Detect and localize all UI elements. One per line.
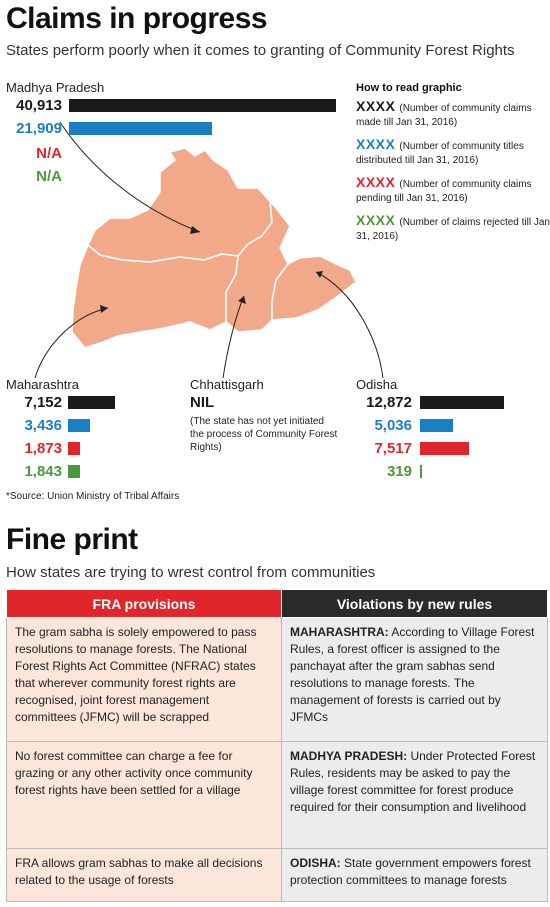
state-name-odisha: Odisha: [356, 377, 398, 392]
legend-item-titles-distributed: [356, 137, 550, 168]
legend-item-claims-pending: [356, 175, 550, 206]
legend-text-claims-made: (Number of community claims made till Jan 31, 2016): [356, 103, 532, 128]
mh-value-claims-rejected: 1,843: [24, 463, 62, 480]
violation-state: MAHARASHTRA:: [290, 625, 389, 639]
fine-print-title: Fine print: [6, 523, 138, 556]
mh-bar-titles-distributed: [68, 419, 90, 432]
mp-value-claims-made: 40,913: [16, 97, 62, 114]
mp-value-claims-rejected: N/A: [36, 168, 62, 185]
legend-marker-titles-distributed: XXXX: [356, 136, 396, 152]
legend-marker-claims-pending: XXXX: [356, 174, 396, 190]
source-note: *Source: Union Ministry of Tribal Affairs: [6, 491, 180, 502]
mh-bar-claims-made: [68, 396, 115, 409]
violation-text: Under Protected Forest Rules, residents may be asked to pay the village forest committee for forest produce required for their consumption and livelihood: [290, 749, 536, 814]
fine-print-subtitle: How states are trying to wrest control from communities: [6, 564, 376, 581]
provision-cell: No forest committee can charge a fee for grazing or any other activity once community forest rights have been settled for a village: [7, 742, 282, 849]
od-bar-claims-made: [420, 396, 504, 409]
mh-bar-claims-rejected: [68, 465, 80, 478]
provision-cell: The gram sabha is solely empowered to pass resolutions to manage forests. The National Forest Rights Act Committee (NFRAC) states that wherever community forest rights are recognised, joint forest management committees (JFMC) will be scrapped: [7, 618, 282, 742]
mh-value-titles-distributed: 3,436: [24, 417, 62, 434]
legend-marker-claims-made: XXXX: [356, 98, 396, 114]
legend-item-claims-rejected: [356, 213, 550, 244]
col-header-fra-provisions: FRA provisions: [7, 590, 282, 618]
violation-cell: [282, 849, 548, 902]
fine-print-table: [6, 589, 548, 902]
violation-state: ODISHA:: [290, 856, 341, 870]
state-name-madhya-pradesh: Madhya Pradesh: [6, 80, 105, 95]
mp-value-claims-pending: N/A: [36, 145, 62, 162]
violation-cell: [282, 742, 548, 849]
mp-value-titles-distributed: 21,909: [16, 120, 62, 137]
violation-cell: [282, 618, 548, 742]
maharashtra-shape: [72, 245, 238, 348]
od-bar-claims-rejected: [420, 465, 422, 478]
table-row: [7, 742, 548, 849]
col-header-violations: Violations by new rules: [282, 590, 548, 618]
violation-text: According to Village Forest Rules, a forest officer is assigned to the panchayat after the gram sabhas send resolutions to manage forests. The management of forests is carried out by JFMCs: [290, 625, 535, 724]
madhya-pradesh-shape: [88, 148, 272, 262]
mp-bar-titles-distributed: [69, 122, 212, 135]
provision-cell: FRA allows gram sabhas to make all decisions related to the usage of forests: [7, 849, 282, 902]
legend-item-claims-made: [356, 99, 550, 130]
ch-value-nil: NIL: [190, 394, 215, 411]
od-bar-claims-pending: [420, 442, 469, 455]
state-name-maharashtra: Maharashtra: [6, 377, 79, 392]
od-value-titles-distributed: 5,036: [374, 417, 412, 434]
page-title: Claims in progress: [6, 2, 268, 35]
mh-bar-claims-pending: [68, 442, 80, 455]
state-name-chhattisgarh: Chhattisgarh: [190, 377, 264, 392]
od-value-claims-made: 12,872: [366, 394, 412, 411]
mh-value-claims-pending: 1,873: [24, 440, 62, 457]
legend-text-titles-distributed: (Number of community titles distributed till Jan 31, 2016): [356, 141, 524, 166]
legend-text-claims-pending: (Number of community claims pending till Jan 31, 2016): [356, 179, 532, 204]
mh-value-claims-made: 7,152: [24, 394, 62, 411]
legend-marker-claims-rejected: XXXX: [356, 212, 396, 228]
legend-text-claims-rejected: (Number of claims rejected till Jan 31, 2016): [356, 217, 550, 242]
legend-title: How to read graphic: [356, 82, 462, 94]
violation-text: State government empowers forest protection committees to manage forests: [290, 856, 531, 887]
table-row: [7, 849, 548, 902]
od-value-claims-rejected: 319: [386, 463, 412, 480]
od-bar-titles-distributed: [420, 419, 453, 432]
mp-bar-claims-made: [69, 99, 336, 112]
ch-note: (The state has not yet initiated the process of Community Forest Rights): [190, 416, 338, 453]
page-subtitle: States perform poorly when it comes to granting of Community Forest Rights: [6, 42, 515, 59]
table-row: [7, 618, 548, 742]
violation-state: MADHYA PRADESH:: [290, 749, 408, 763]
od-value-claims-pending: 7,517: [374, 440, 412, 457]
